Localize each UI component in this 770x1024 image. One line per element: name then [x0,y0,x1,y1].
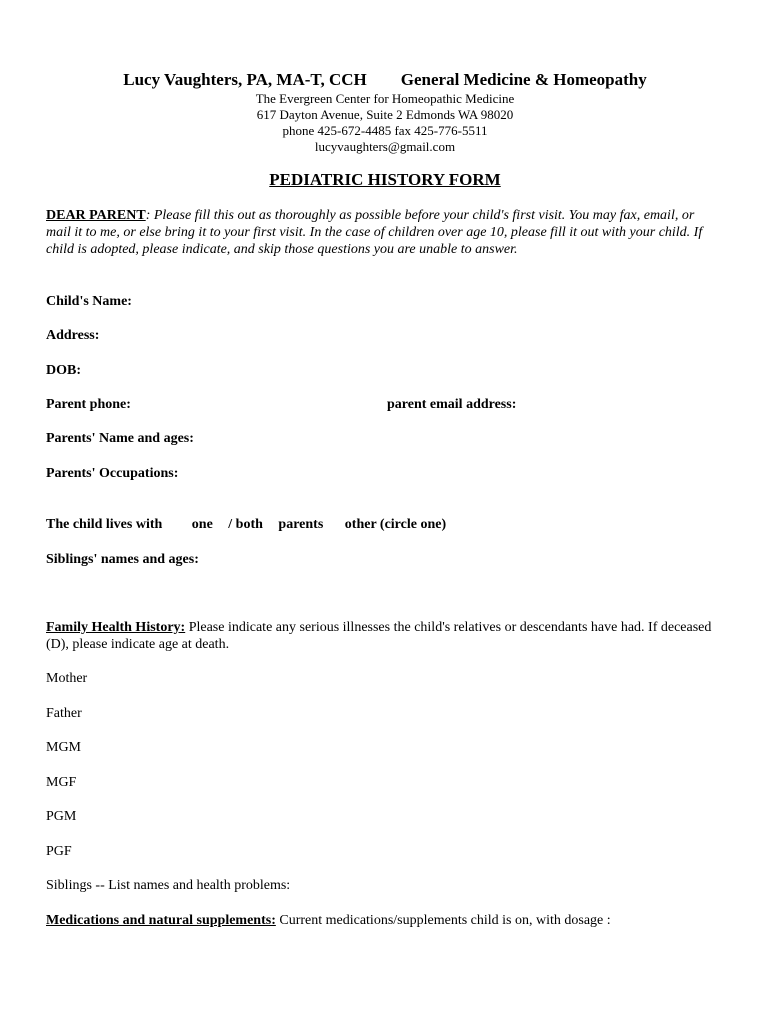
lives-option-other[interactable]: other (circle one) [344,517,447,532]
clinic-phone-fax: phone 425-672-4485 fax 425-776-5511 [282,123,488,138]
medications-heading [46,912,726,929]
siblings-health-label: Siblings -- List names and health problems: [46,878,291,893]
family-member-mgm: MGM [46,740,82,755]
clinic-address: 617 Dayton Avenue, Suite 2 Edmonds WA 98020 [256,107,514,122]
clinic-name: The Evergreen Center for Homeopathic Medicine [255,91,515,106]
family-history-heading [46,619,726,653]
lives-with-row [46,517,446,533]
intro-text: : Please fill this out as thoroughly as possible before your child's first visit. You may fax, email, or mail it to me, or else bring it to your first visit. In the case of children over age 10, please fill it out with your child. If child is adopted, please indicate, and skip those questions you are unable to answer. [46,208,703,257]
siblings-label: Siblings' names and ages: [46,552,199,567]
family-history-text: Please indicate any serious illnesses the child's relatives or descendants have had. If deceased (D), please indicate age at death. [46,620,712,652]
dob-label: DOB: [46,363,81,378]
parents-occupations-label: Parents' Occupations: [46,466,179,481]
childs-name-label: Child's Name: [46,294,132,309]
family-member-mgf: MGF [46,775,77,790]
family-history-lead: Family Health History: [46,620,186,635]
practice-specialty: General Medicine & Homeopathy [400,70,647,89]
lives-with-label: The child lives with [46,517,163,532]
lives-option-both[interactable]: / both [228,517,263,532]
intro-lead: DEAR PARENT [46,208,146,223]
intro-paragraph [46,207,706,258]
lives-option-one[interactable]: one [191,517,213,532]
family-member-mother: Mother [46,671,88,686]
address-label: Address: [46,328,100,343]
form-title: PEDIATRIC HISTORY FORM [269,170,501,189]
family-member-father: Father [46,706,82,721]
parent-phone-label: Parent phone: [46,397,131,412]
practitioner-name: Lucy Vaughters, PA, MA-T, CCH [123,70,367,89]
medications-text: Current medications/supplements child is on, with dosage : [275,913,611,928]
parents-names-label: Parents' Name and ages: [46,431,194,446]
parent-email-label: parent email address: [387,397,517,412]
lives-option-parents: parents [278,517,324,532]
medications-lead: Medications and natural supplements: [46,913,276,928]
family-member-pgm: PGM [46,809,77,824]
clinic-email: lucyvaughters@gmail.com [314,139,456,154]
letterhead-title [0,70,770,90]
family-member-pgf: PGF [46,844,72,859]
